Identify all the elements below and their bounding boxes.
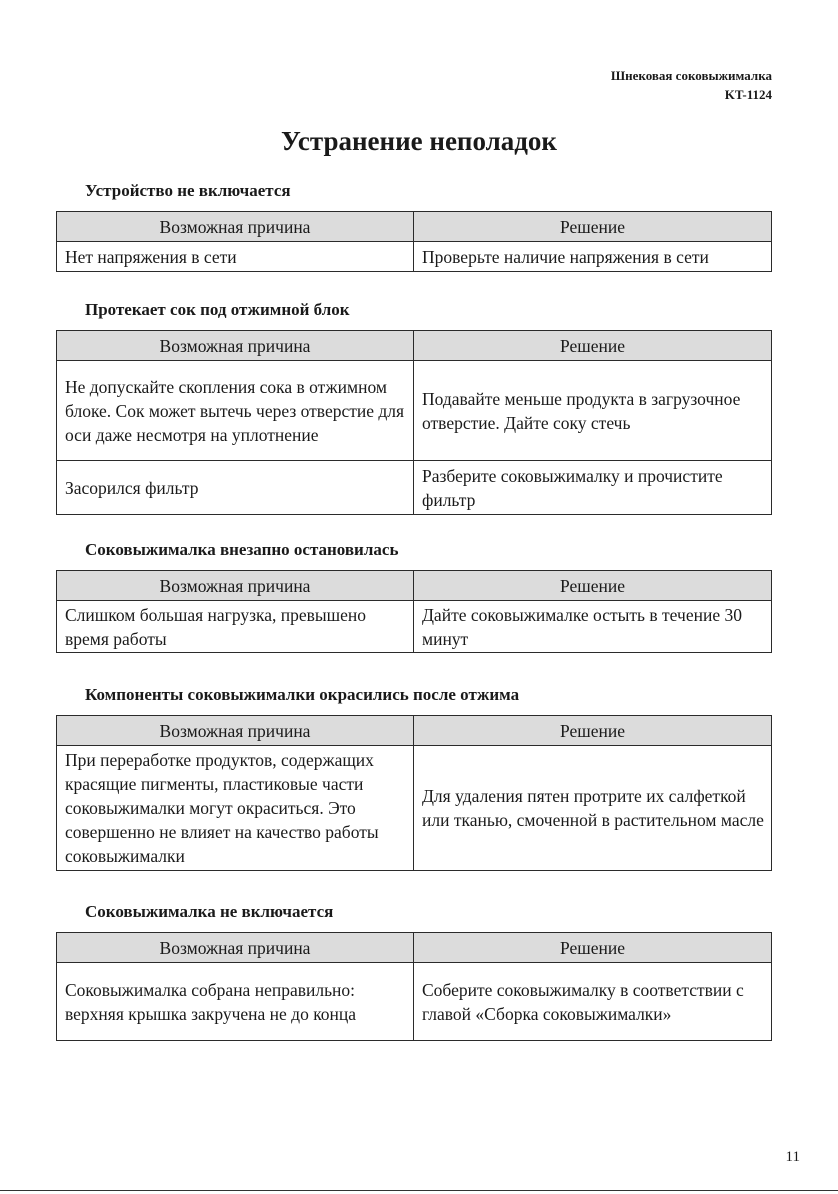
table-row bbox=[57, 461, 772, 515]
section-heading: Устройство не включается bbox=[85, 181, 291, 200]
cause-cell: При переработке продуктов, содержащих красящие пигменты, пластиковые части соковыжималки могут окраситься. Это совершенно не влияет на качество работы соковыжималки bbox=[57, 746, 414, 871]
section-heading: Соковыжималка не включается bbox=[85, 902, 334, 921]
column-header-solution: Решение bbox=[414, 571, 772, 601]
column-header-cause: Возможная причина bbox=[57, 933, 414, 963]
troubleshooting-table bbox=[56, 570, 772, 653]
column-header-cause: Возможная причина bbox=[57, 571, 414, 601]
column-header-cause: Возможная причина bbox=[57, 716, 414, 746]
page-title: Устранение неполадок bbox=[281, 126, 557, 156]
section-device-not-turning-on bbox=[56, 180, 771, 272]
solution-cell: Разберите соковыжималку и прочистите фильтр bbox=[414, 461, 772, 515]
table-row bbox=[57, 746, 772, 871]
solution-cell: Для удаления пятен протрите их салфеткой или тканью, смоченной в растительном масле bbox=[414, 746, 772, 871]
column-header-solution: Решение bbox=[414, 212, 772, 242]
column-header-solution: Решение bbox=[414, 331, 772, 361]
column-header-solution: Решение bbox=[414, 716, 772, 746]
table-row bbox=[57, 963, 772, 1041]
solution-cell: Соберите соковыжималку в соответствии с главой «Сборка соковыжималки» bbox=[414, 963, 772, 1041]
column-header-cause: Возможная причина bbox=[57, 212, 414, 242]
table-row bbox=[57, 242, 772, 272]
section-juicer-not-turning-on bbox=[56, 901, 771, 1041]
page-number: 11 bbox=[785, 1149, 800, 1165]
cause-cell: Засорился фильтр bbox=[57, 461, 414, 515]
table-row bbox=[57, 601, 772, 653]
troubleshooting-table bbox=[56, 715, 772, 871]
solution-cell: Дайте соковыжималке остыть в течение 30 минут bbox=[414, 601, 772, 653]
solution-cell: Проверьте наличие напряжения в сети bbox=[414, 242, 772, 272]
page-header bbox=[611, 66, 772, 104]
table-row bbox=[57, 361, 772, 461]
model-number: KT-1124 bbox=[724, 87, 772, 102]
troubleshooting-table bbox=[56, 330, 772, 515]
cause-cell: Не допускайте скопления сока в отжимном блоке. Сок может вытечь через отверстие для оси даже несмотря на уплотнение bbox=[57, 361, 414, 461]
bottom-divider bbox=[0, 1190, 838, 1191]
troubleshooting-table bbox=[56, 211, 772, 272]
troubleshooting-table bbox=[56, 932, 772, 1041]
section-heading: Соковыжималка внезапно остановилась bbox=[85, 540, 399, 559]
column-header-solution: Решение bbox=[414, 933, 772, 963]
product-name: Шнековая соковыжималка bbox=[610, 68, 772, 83]
section-sudden-stop bbox=[56, 539, 771, 653]
section-heading: Компоненты соковыжималки окрасились после отжима bbox=[85, 685, 520, 704]
column-header-cause: Возможная причина bbox=[57, 331, 414, 361]
section-components-stained bbox=[56, 684, 771, 871]
solution-cell: Подавайте меньше продукта в загрузочное отверстие. Дайте соку стечь bbox=[414, 361, 772, 461]
section-heading: Протекает сок под отжимной блок bbox=[85, 300, 350, 319]
cause-cell: Нет напряжения в сети bbox=[57, 242, 414, 272]
cause-cell: Слишком большая нагрузка, превышено время работы bbox=[57, 601, 414, 653]
section-juice-leak bbox=[56, 299, 771, 515]
cause-cell: Соковыжималка собрана неправильно: верхняя крышка закручена не до конца bbox=[57, 963, 414, 1041]
